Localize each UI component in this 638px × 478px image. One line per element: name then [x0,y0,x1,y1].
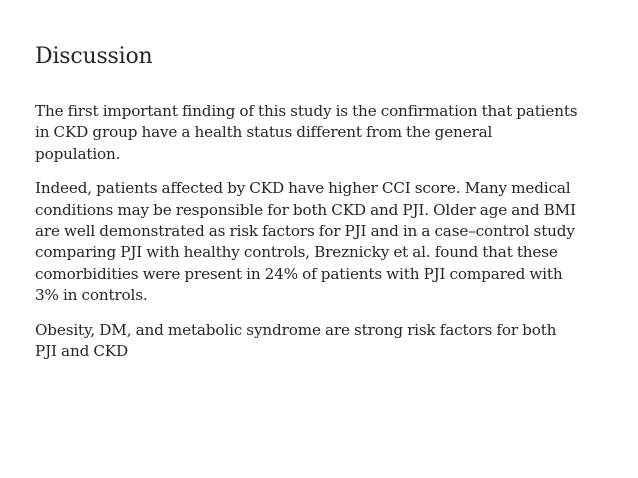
paragraph-finding: The first important finding of this study is the confirmation that patients in CKD group have a health status different from the general population. [35,102,578,163]
paragraph-risk-factors: Obesity, DM, and metabolic syndrome are strong risk factors for both PJI and CKD [35,320,557,361]
slide-title: Discussion [35,44,153,69]
paragraph-cci-score: Indeed, patients affected by CKD have higher CCI score. Many medical conditions may be responsible for both CKD and PJI. Older age and BMI are well demonstrated as risk factors for PJI and in a case–control study comparing PJI with healthy controls, Breznicky et al. found that these comorbidities were present in 24% of patients with PJI compared with 3% in controls. [35,179,576,305]
slide-body [35,101,580,375]
